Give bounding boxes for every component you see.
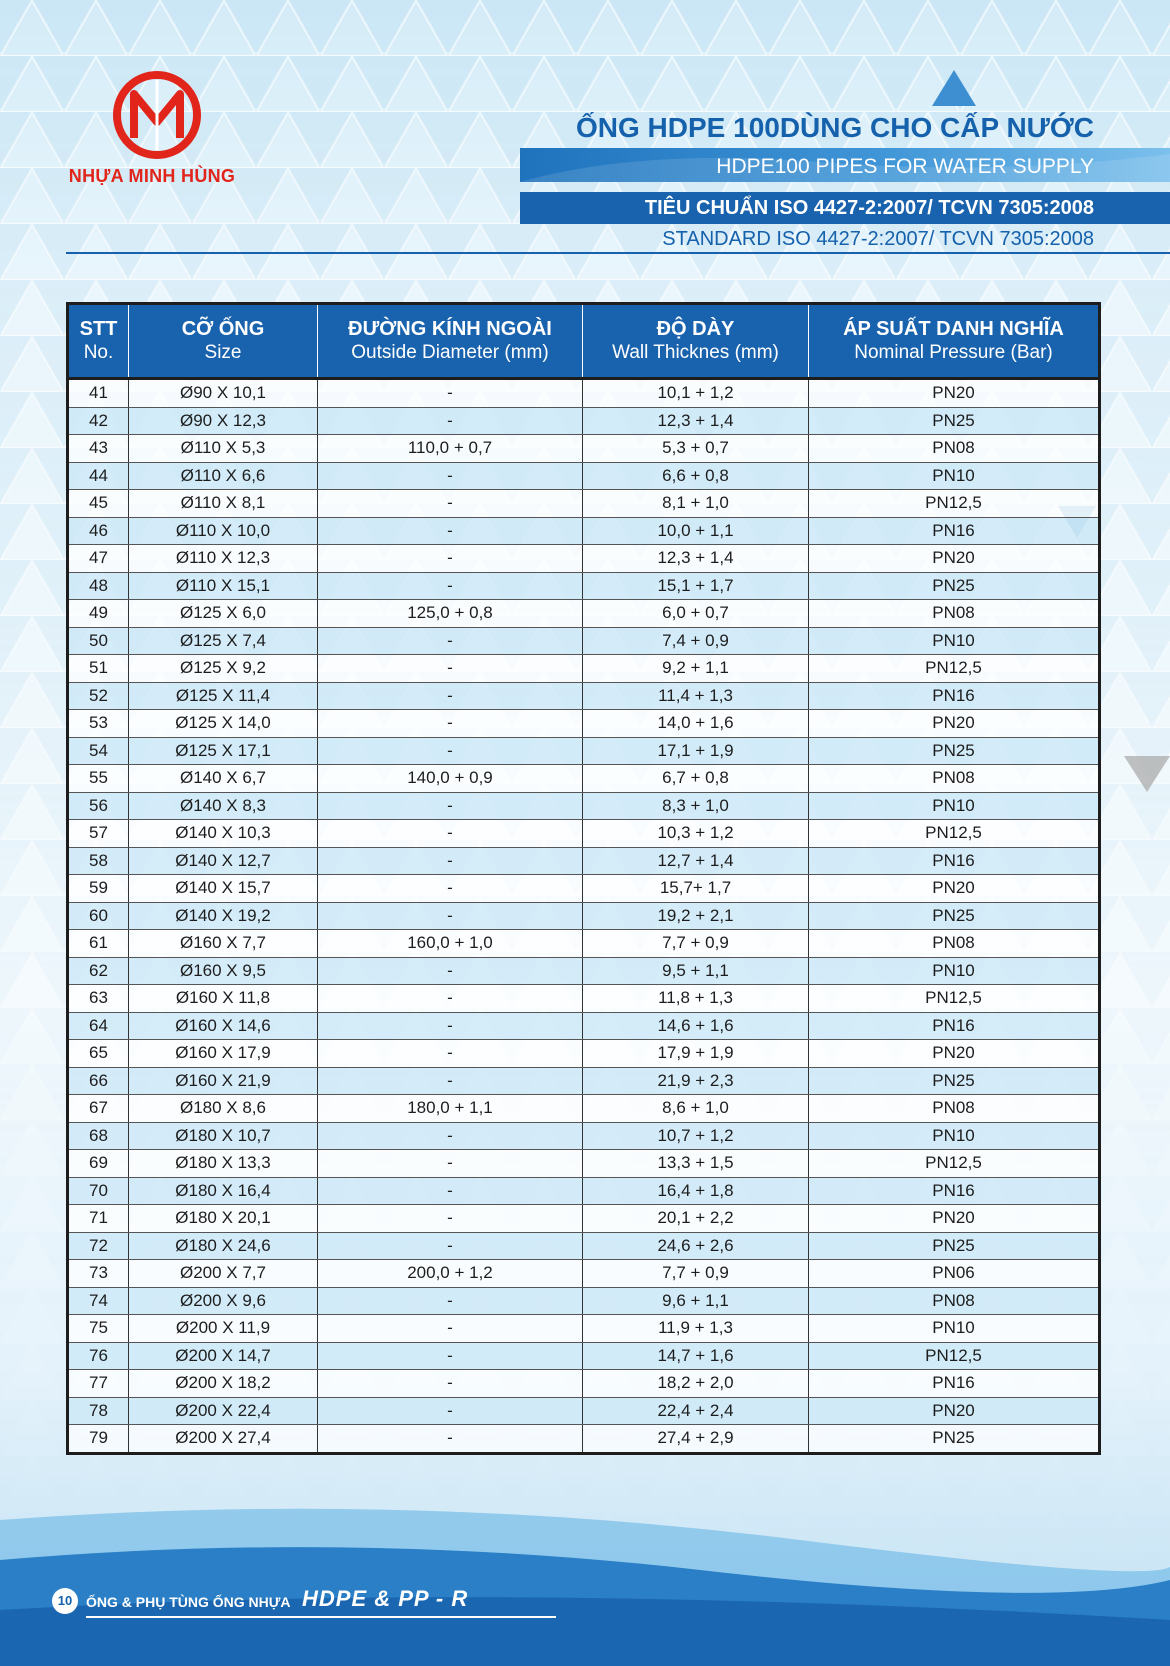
cell-outside-diameter: - <box>318 1040 583 1068</box>
column-header-en: No. <box>83 342 114 363</box>
cell-size: Ø125 X 14,0 <box>129 710 318 738</box>
cell-outside-diameter: 160,0 + 1,0 <box>318 930 583 958</box>
cell-nominal-pressure: PN16 <box>809 1012 1100 1040</box>
table-row <box>68 490 1100 518</box>
cell-no: 65 <box>68 1040 129 1068</box>
cell-outside-diameter: 110,0 + 0,7 <box>318 435 583 463</box>
cell-no: 45 <box>68 490 129 518</box>
cell-wall-thickness: 15,1 + 1,7 <box>583 572 809 600</box>
cell-nominal-pressure: PN20 <box>809 875 1100 903</box>
cell-wall-thickness: 11,8 + 1,3 <box>583 985 809 1013</box>
column-header-outside-diameter <box>318 304 583 379</box>
cell-size: Ø110 X 10,0 <box>129 517 318 545</box>
cell-nominal-pressure: PN10 <box>809 627 1100 655</box>
cell-no: 66 <box>68 1067 129 1095</box>
standard-vn: TIÊU CHUẨN ISO 4427-2:2007/ TCVN 7305:2008 <box>644 197 1094 219</box>
cell-no: 69 <box>68 1150 129 1178</box>
cell-wall-thickness: 6,7 + 0,8 <box>583 765 809 793</box>
cell-no: 47 <box>68 545 129 573</box>
table-row <box>68 1260 1100 1288</box>
cell-wall-thickness: 12,3 + 1,4 <box>583 407 809 435</box>
cell-wall-thickness: 15,7+ 1,7 <box>583 875 809 903</box>
page-header <box>520 70 1170 260</box>
cell-size: Ø140 X 6,7 <box>129 765 318 793</box>
cell-nominal-pressure: PN10 <box>809 1122 1100 1150</box>
page-title-vn: ỐNG HDPE 100DÙNG CHO CẤP NƯỚC <box>575 112 1094 143</box>
cell-wall-thickness: 11,4 + 1,3 <box>583 682 809 710</box>
cell-size: Ø110 X 8,1 <box>129 490 318 518</box>
table-row <box>68 792 1100 820</box>
cell-outside-diameter: - <box>318 627 583 655</box>
cell-size: Ø140 X 8,3 <box>129 792 318 820</box>
cell-nominal-pressure: PN08 <box>809 765 1100 793</box>
cell-outside-diameter: - <box>318 1232 583 1260</box>
cell-no: 42 <box>68 407 129 435</box>
cell-nominal-pressure: PN08 <box>809 930 1100 958</box>
cell-wall-thickness: 8,3 + 1,0 <box>583 792 809 820</box>
cell-no: 71 <box>68 1205 129 1233</box>
cell-size: Ø110 X 15,1 <box>129 572 318 600</box>
cell-size: Ø140 X 15,7 <box>129 875 318 903</box>
cell-outside-diameter: - <box>318 1177 583 1205</box>
column-header-en: Wall Thicknes (mm) <box>612 342 779 363</box>
cell-outside-diameter: 180,0 + 1,1 <box>318 1095 583 1123</box>
table-row <box>68 1150 1100 1178</box>
cell-outside-diameter: - <box>318 490 583 518</box>
cell-outside-diameter: - <box>318 1370 583 1398</box>
cell-wall-thickness: 17,9 + 1,9 <box>583 1040 809 1068</box>
cell-size: Ø110 X 12,3 <box>129 545 318 573</box>
cell-wall-thickness: 16,4 + 1,8 <box>583 1177 809 1205</box>
cell-wall-thickness: 13,3 + 1,5 <box>583 1150 809 1178</box>
cell-nominal-pressure: PN08 <box>809 600 1100 628</box>
cell-wall-thickness: 20,1 + 2,2 <box>583 1205 809 1233</box>
cell-wall-thickness: 19,2 + 2,1 <box>583 902 809 930</box>
cell-size: Ø125 X 9,2 <box>129 655 318 683</box>
table-row <box>68 1122 1100 1150</box>
cell-no: 70 <box>68 1177 129 1205</box>
column-header-vn: ĐỘ DÀY <box>656 318 735 340</box>
table-row <box>68 1425 1100 1454</box>
cell-no: 50 <box>68 627 129 655</box>
cell-nominal-pressure: PN20 <box>809 1397 1100 1425</box>
column-header-vn: CỠ ỐNG <box>181 318 265 340</box>
standard-band <box>520 192 1170 224</box>
table-row <box>68 1397 1100 1425</box>
cell-size: Ø160 X 17,9 <box>129 1040 318 1068</box>
cell-size: Ø200 X 18,2 <box>129 1370 318 1398</box>
cell-nominal-pressure: PN10 <box>809 792 1100 820</box>
cell-wall-thickness: 5,3 + 0,7 <box>583 435 809 463</box>
cell-nominal-pressure: PN20 <box>809 545 1100 573</box>
cell-wall-thickness: 27,4 + 2,9 <box>583 1425 809 1454</box>
page-title-en: HDPE100 PIPES FOR WATER SUPPLY <box>716 155 1094 178</box>
cell-outside-diameter: - <box>318 902 583 930</box>
cell-outside-diameter: - <box>318 545 583 573</box>
cell-outside-diameter: - <box>318 1287 583 1315</box>
cell-no: 57 <box>68 820 129 848</box>
cell-wall-thickness: 18,2 + 2,0 <box>583 1370 809 1398</box>
cell-wall-thickness: 9,2 + 1,1 <box>583 655 809 683</box>
cell-size: Ø90 X 10,1 <box>129 379 318 408</box>
footer-underline <box>86 1616 556 1618</box>
cell-nominal-pressure: PN10 <box>809 462 1100 490</box>
cell-no: 49 <box>68 600 129 628</box>
cell-outside-diameter: - <box>318 1425 583 1454</box>
table-row <box>68 655 1100 683</box>
cell-no: 58 <box>68 847 129 875</box>
table-row <box>68 627 1100 655</box>
cell-wall-thickness: 9,5 + 1,1 <box>583 957 809 985</box>
cell-wall-thickness: 24,6 + 2,6 <box>583 1232 809 1260</box>
table-row <box>68 710 1100 738</box>
cell-nominal-pressure: PN25 <box>809 1425 1100 1454</box>
cell-outside-diameter: - <box>318 462 583 490</box>
cell-no: 79 <box>68 1425 129 1454</box>
cell-nominal-pressure: PN16 <box>809 847 1100 875</box>
cell-size: Ø160 X 21,9 <box>129 1067 318 1095</box>
cell-no: 67 <box>68 1095 129 1123</box>
cell-nominal-pressure: PN25 <box>809 1067 1100 1095</box>
header-triangle-icon <box>932 70 976 106</box>
cell-wall-thickness: 6,0 + 0,7 <box>583 600 809 628</box>
table-row <box>68 600 1100 628</box>
cell-nominal-pressure: PN20 <box>809 1040 1100 1068</box>
cell-nominal-pressure: PN08 <box>809 435 1100 463</box>
cell-outside-diameter: - <box>318 820 583 848</box>
cell-nominal-pressure: PN10 <box>809 957 1100 985</box>
table-row <box>68 1315 1100 1343</box>
footer-wave <box>0 1500 1170 1666</box>
table-row <box>68 1232 1100 1260</box>
table-row <box>68 820 1100 848</box>
cell-wall-thickness: 12,7 + 1,4 <box>583 847 809 875</box>
column-header-wall-thickness <box>583 304 809 379</box>
cell-wall-thickness: 7,4 + 0,9 <box>583 627 809 655</box>
header-divider <box>66 252 1170 254</box>
cell-nominal-pressure: PN20 <box>809 1205 1100 1233</box>
cell-size: Ø200 X 9,6 <box>129 1287 318 1315</box>
cell-wall-thickness: 12,3 + 1,4 <box>583 545 809 573</box>
cell-outside-diameter: - <box>318 847 583 875</box>
cell-wall-thickness: 22,4 + 2,4 <box>583 1397 809 1425</box>
cell-no: 72 <box>68 1232 129 1260</box>
cell-nominal-pressure: PN20 <box>809 379 1100 408</box>
standard-en: STANDARD ISO 4427-2:2007/ TCVN 7305:2008 <box>662 228 1094 250</box>
cell-nominal-pressure: PN25 <box>809 407 1100 435</box>
cell-outside-diameter: 140,0 + 0,9 <box>318 765 583 793</box>
cell-wall-thickness: 8,1 + 1,0 <box>583 490 809 518</box>
cell-nominal-pressure: PN25 <box>809 902 1100 930</box>
column-header-en: Outside Diameter (mm) <box>351 342 549 363</box>
company-logo <box>62 70 242 190</box>
table-row <box>68 1177 1100 1205</box>
column-header-size <box>129 304 318 379</box>
cell-nominal-pressure: PN08 <box>809 1095 1100 1123</box>
cell-nominal-pressure: PN20 <box>809 710 1100 738</box>
cell-outside-diameter: - <box>318 1150 583 1178</box>
cell-no: 78 <box>68 1397 129 1425</box>
table-row <box>68 902 1100 930</box>
cell-outside-diameter: - <box>318 1397 583 1425</box>
cell-wall-thickness: 14,6 + 1,6 <box>583 1012 809 1040</box>
cell-outside-diameter: - <box>318 655 583 683</box>
table-header-row <box>68 304 1100 379</box>
cell-no: 56 <box>68 792 129 820</box>
table-row <box>68 765 1100 793</box>
cell-wall-thickness: 21,9 + 2,3 <box>583 1067 809 1095</box>
column-header-vn: ĐƯỜNG KÍNH NGOÀI <box>348 318 552 340</box>
cell-size: Ø160 X 11,8 <box>129 985 318 1013</box>
cell-size: Ø140 X 19,2 <box>129 902 318 930</box>
cell-nominal-pressure: PN12,5 <box>809 1342 1100 1370</box>
cell-outside-diameter: - <box>318 1342 583 1370</box>
cell-no: 43 <box>68 435 129 463</box>
table-row <box>68 875 1100 903</box>
table-row <box>68 407 1100 435</box>
title-band <box>520 148 1170 182</box>
cell-no: 60 <box>68 902 129 930</box>
table-body <box>68 379 1100 1454</box>
cell-outside-diameter: - <box>318 1205 583 1233</box>
cell-nominal-pressure: PN16 <box>809 682 1100 710</box>
cell-size: Ø110 X 5,3 <box>129 435 318 463</box>
table-row <box>68 379 1100 408</box>
footer-brand: HDPE & PP - R <box>302 1586 469 1611</box>
cell-outside-diameter: - <box>318 407 583 435</box>
cell-outside-diameter: 200,0 + 1,2 <box>318 1260 583 1288</box>
cell-size: Ø125 X 7,4 <box>129 627 318 655</box>
cell-outside-diameter: - <box>318 517 583 545</box>
cell-no: 54 <box>68 737 129 765</box>
table-row <box>68 1205 1100 1233</box>
table-row <box>68 1067 1100 1095</box>
brand-name: NHỰA MINH HÙNG <box>68 166 236 186</box>
cell-no: 76 <box>68 1342 129 1370</box>
cell-nominal-pressure: PN25 <box>809 572 1100 600</box>
table-row <box>68 737 1100 765</box>
cell-wall-thickness: 7,7 + 0,9 <box>583 1260 809 1288</box>
cell-wall-thickness: 17,1 + 1,9 <box>583 737 809 765</box>
cell-size: Ø200 X 7,7 <box>129 1260 318 1288</box>
table-row <box>68 1342 1100 1370</box>
table-row <box>68 517 1100 545</box>
cell-size: Ø140 X 12,7 <box>129 847 318 875</box>
column-header-en: Size <box>204 342 242 363</box>
column-header-no <box>68 304 129 379</box>
cell-wall-thickness: 9,6 + 1,1 <box>583 1287 809 1315</box>
cell-wall-thickness: 10,0 + 1,1 <box>583 517 809 545</box>
cell-no: 44 <box>68 462 129 490</box>
cell-nominal-pressure: PN06 <box>809 1260 1100 1288</box>
cell-outside-diameter: 125,0 + 0,8 <box>318 600 583 628</box>
cell-nominal-pressure: PN16 <box>809 517 1100 545</box>
cell-no: 51 <box>68 655 129 683</box>
cell-size: Ø125 X 17,1 <box>129 737 318 765</box>
table-row <box>68 847 1100 875</box>
cell-no: 55 <box>68 765 129 793</box>
cell-nominal-pressure: PN25 <box>809 1232 1100 1260</box>
cell-wall-thickness: 10,7 + 1,2 <box>583 1122 809 1150</box>
cell-no: 59 <box>68 875 129 903</box>
cell-wall-thickness: 7,7 + 0,9 <box>583 930 809 958</box>
cell-wall-thickness: 14,0 + 1,6 <box>583 710 809 738</box>
cell-nominal-pressure: PN12,5 <box>809 655 1100 683</box>
cell-outside-diameter: - <box>318 875 583 903</box>
cell-size: Ø180 X 24,6 <box>129 1232 318 1260</box>
table-row <box>68 985 1100 1013</box>
cell-size: Ø180 X 10,7 <box>129 1122 318 1150</box>
cell-outside-diameter: - <box>318 737 583 765</box>
cell-nominal-pressure: PN10 <box>809 1315 1100 1343</box>
cell-wall-thickness: 8,6 + 1,0 <box>583 1095 809 1123</box>
cell-wall-thickness: 10,3 + 1,2 <box>583 820 809 848</box>
cell-size: Ø180 X 16,4 <box>129 1177 318 1205</box>
cell-no: 46 <box>68 517 129 545</box>
footer-label: ỐNG & PHỤ TÙNG ỐNG NHỰA <box>86 1594 291 1610</box>
cell-nominal-pressure: PN25 <box>809 737 1100 765</box>
table-row <box>68 957 1100 985</box>
table-row <box>68 1370 1100 1398</box>
cell-size: Ø200 X 11,9 <box>129 1315 318 1343</box>
cell-size: Ø200 X 27,4 <box>129 1425 318 1454</box>
table-row <box>68 682 1100 710</box>
cell-no: 74 <box>68 1287 129 1315</box>
cell-no: 48 <box>68 572 129 600</box>
cell-size: Ø140 X 10,3 <box>129 820 318 848</box>
cell-no: 53 <box>68 710 129 738</box>
cell-size: Ø180 X 13,3 <box>129 1150 318 1178</box>
cell-outside-diameter: - <box>318 957 583 985</box>
cell-size: Ø180 X 8,6 <box>129 1095 318 1123</box>
cell-no: 64 <box>68 1012 129 1040</box>
column-header-vn: ÁP SUẤT DANH NGHĨA <box>843 318 1064 340</box>
column-header-nominal-pressure <box>809 304 1100 379</box>
cell-wall-thickness: 10,1 + 1,2 <box>583 379 809 408</box>
table-row <box>68 1287 1100 1315</box>
cell-wall-thickness: 14,7 + 1,6 <box>583 1342 809 1370</box>
cell-nominal-pressure: PN12,5 <box>809 1150 1100 1178</box>
cell-outside-diameter: - <box>318 379 583 408</box>
cell-nominal-pressure: PN08 <box>809 1287 1100 1315</box>
table-row <box>68 545 1100 573</box>
column-header-en: Nominal Pressure (Bar) <box>854 342 1053 363</box>
cell-size: Ø110 X 6,6 <box>129 462 318 490</box>
minh-hung-logo-icon <box>112 70 202 160</box>
cell-nominal-pressure: PN12,5 <box>809 490 1100 518</box>
table-row <box>68 435 1100 463</box>
table-row <box>68 1095 1100 1123</box>
cell-size: Ø90 X 12,3 <box>129 407 318 435</box>
cell-outside-diameter: - <box>318 710 583 738</box>
cell-no: 62 <box>68 957 129 985</box>
cell-no: 41 <box>68 379 129 408</box>
cell-no: 52 <box>68 682 129 710</box>
cell-wall-thickness: 6,6 + 0,8 <box>583 462 809 490</box>
table-row <box>68 1040 1100 1068</box>
cell-no: 75 <box>68 1315 129 1343</box>
cell-size: Ø200 X 14,7 <box>129 1342 318 1370</box>
cell-no: 68 <box>68 1122 129 1150</box>
cell-size: Ø180 X 20,1 <box>129 1205 318 1233</box>
cell-size: Ø160 X 9,5 <box>129 957 318 985</box>
cell-nominal-pressure: PN16 <box>809 1177 1100 1205</box>
table-row <box>68 1012 1100 1040</box>
cell-nominal-pressure: PN12,5 <box>809 820 1100 848</box>
cell-outside-diameter: - <box>318 985 583 1013</box>
cell-outside-diameter: - <box>318 682 583 710</box>
cell-size: Ø125 X 11,4 <box>129 682 318 710</box>
cell-size: Ø160 X 14,6 <box>129 1012 318 1040</box>
table-row <box>68 572 1100 600</box>
cell-outside-diameter: - <box>318 572 583 600</box>
cell-no: 77 <box>68 1370 129 1398</box>
cell-outside-diameter: - <box>318 1067 583 1095</box>
cell-outside-diameter: - <box>318 1122 583 1150</box>
page-number: 10 <box>52 1588 78 1614</box>
cell-outside-diameter: - <box>318 1012 583 1040</box>
column-header-vn: STT <box>79 318 118 340</box>
cell-wall-thickness: 11,9 + 1,3 <box>583 1315 809 1343</box>
cell-no: 61 <box>68 930 129 958</box>
cell-size: Ø160 X 7,7 <box>129 930 318 958</box>
table-row <box>68 930 1100 958</box>
cell-no: 73 <box>68 1260 129 1288</box>
table-row <box>68 462 1100 490</box>
pipe-spec-table <box>66 302 1101 1455</box>
cell-nominal-pressure: PN16 <box>809 1370 1100 1398</box>
cell-outside-diameter: - <box>318 1315 583 1343</box>
cell-size: Ø200 X 22,4 <box>129 1397 318 1425</box>
cell-outside-diameter: - <box>318 792 583 820</box>
cell-size: Ø125 X 6,0 <box>129 600 318 628</box>
cell-no: 63 <box>68 985 129 1013</box>
cell-nominal-pressure: PN12,5 <box>809 985 1100 1013</box>
